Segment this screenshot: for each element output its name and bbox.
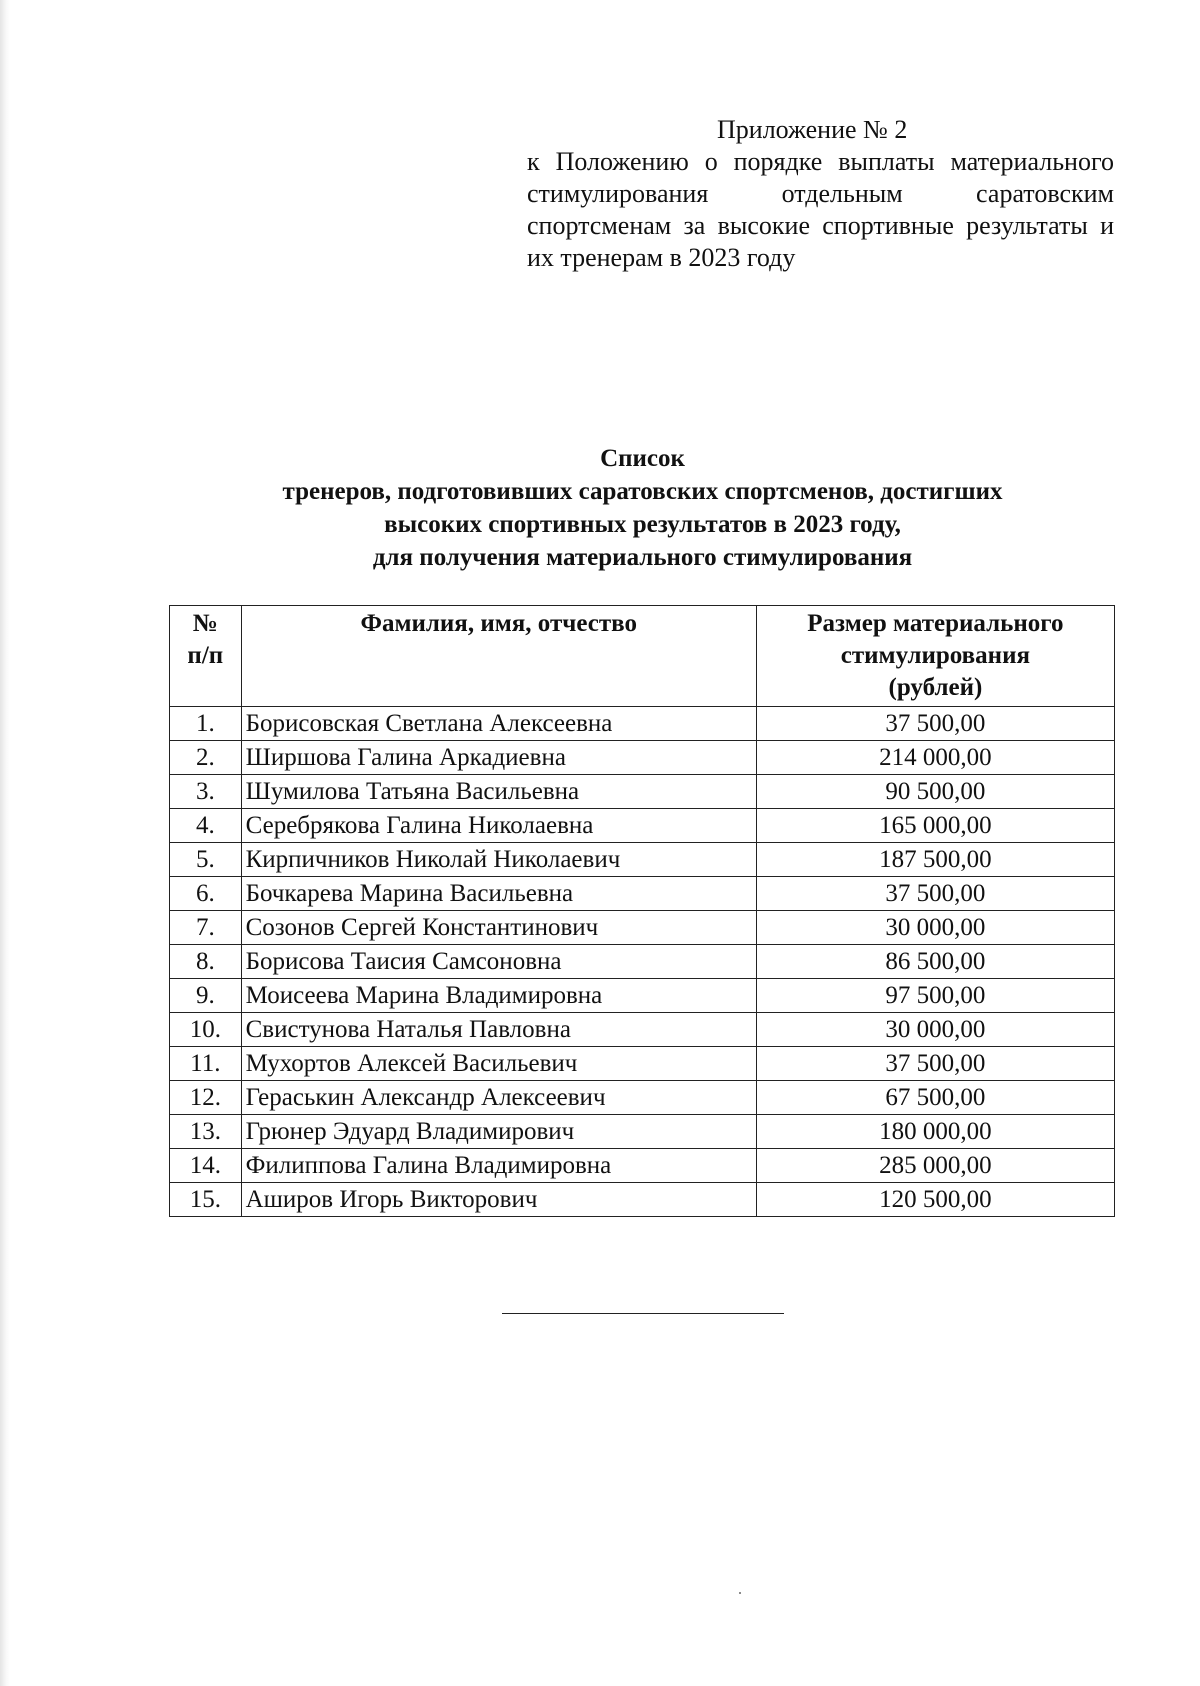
list-heading-line: высоких спортивных результатов в 2023 году, <box>384 511 901 538</box>
row-amount: 30 000,00 <box>756 911 1114 945</box>
table-header <box>170 606 1115 707</box>
row-number: 11. <box>170 1047 242 1081</box>
row-number: 6. <box>170 877 242 911</box>
table-row <box>170 1183 1115 1217</box>
row-amount: 285 000,00 <box>756 1149 1114 1183</box>
row-amount: 187 500,00 <box>756 843 1114 877</box>
row-amount: 165 000,00 <box>756 809 1114 843</box>
row-name: Кирпичников Николай Николаевич <box>241 843 756 877</box>
row-number: 4. <box>170 809 242 843</box>
row-amount: 86 500,00 <box>756 945 1114 979</box>
row-amount: 37 500,00 <box>756 877 1114 911</box>
header-number-abbr: п/п <box>187 642 224 669</box>
row-name: Грюнер Эдуард Владимирович <box>241 1115 756 1149</box>
row-amount: 67 500,00 <box>756 1081 1114 1115</box>
header-amount-unit: (рублей) <box>888 674 983 701</box>
table-row <box>170 945 1115 979</box>
header-amount-line: Размер материального <box>807 610 1064 637</box>
table-row <box>170 775 1115 809</box>
row-amount: 214 000,00 <box>756 741 1114 775</box>
row-number: 8. <box>170 945 242 979</box>
table-row <box>170 707 1115 741</box>
row-name: Моисеева Марина Владимировна <box>241 979 756 1013</box>
table-body <box>170 707 1115 1217</box>
table-row <box>170 1081 1115 1115</box>
row-name: Созонов Сергей Константинович <box>241 911 756 945</box>
appendix-title: Приложение № 2 <box>717 115 908 144</box>
header-amount <box>756 606 1114 707</box>
list-heading-line: для получения материального стимулирования <box>372 544 913 571</box>
table-row <box>170 1047 1115 1081</box>
row-number: 12. <box>170 1081 242 1115</box>
table-row <box>170 809 1115 843</box>
row-amount: 180 000,00 <box>756 1115 1114 1149</box>
row-name: Ширшова Галина Аркадиевна <box>241 741 756 775</box>
row-amount: 97 500,00 <box>756 979 1114 1013</box>
row-name: Филиппова Галина Владимировна <box>241 1149 756 1183</box>
row-number: 2. <box>170 741 242 775</box>
row-name: Серебрякова Галина Николаевна <box>241 809 756 843</box>
header-name <box>241 606 756 707</box>
row-name: Свистунова Наталья Павловна <box>241 1013 756 1047</box>
row-name: Шумилова Татьяна Васильевна <box>241 775 756 809</box>
row-number: 13. <box>170 1115 242 1149</box>
scan-edge <box>0 0 10 1686</box>
row-name: Гераськин Александр Алексеевич <box>241 1081 756 1115</box>
row-number: 10. <box>170 1013 242 1047</box>
header-amount-line: стимулирования <box>840 642 1031 669</box>
table-row <box>170 979 1115 1013</box>
table-row <box>170 1013 1115 1047</box>
end-line-divider <box>502 1313 784 1314</box>
row-amount: 30 000,00 <box>756 1013 1114 1047</box>
row-amount: 90 500,00 <box>756 775 1114 809</box>
appendix-text: к Положению о порядке выплаты материального стимулирования отдельным саратовским спортсменам за высокие спортивные результаты и их тренерам в 2023 году <box>527 147 1114 272</box>
row-amount: 37 500,00 <box>756 707 1114 741</box>
table-header-row <box>170 606 1115 707</box>
list-heading-title: Список <box>600 445 685 472</box>
header-number-symbol: № <box>192 610 218 637</box>
row-number: 14. <box>170 1149 242 1183</box>
row-number: 5. <box>170 843 242 877</box>
row-number: 9. <box>170 979 242 1013</box>
row-name: Борисовская Светлана Алексеевна <box>241 707 756 741</box>
row-number: 15. <box>170 1183 242 1217</box>
list-heading-line: тренеров, подготовивших саратовских спортсменов, достигших <box>282 478 1003 505</box>
row-name: Борисова Таисия Самсоновна <box>241 945 756 979</box>
row-name: Бочкарева Марина Васильевна <box>241 877 756 911</box>
row-number: 1. <box>170 707 242 741</box>
header-number <box>170 606 242 707</box>
scan-speck <box>739 1592 741 1594</box>
appendix-block <box>527 114 1114 274</box>
row-number: 3. <box>170 775 242 809</box>
list-heading <box>160 442 1125 574</box>
coaches-table <box>169 605 1115 1217</box>
row-amount: 37 500,00 <box>756 1047 1114 1081</box>
row-number: 7. <box>170 911 242 945</box>
table-row <box>170 877 1115 911</box>
row-amount: 120 500,00 <box>756 1183 1114 1217</box>
table-row <box>170 1149 1115 1183</box>
row-name: Аширов Игорь Викторович <box>241 1183 756 1217</box>
table-row <box>170 843 1115 877</box>
table-row <box>170 1115 1115 1149</box>
table-row <box>170 741 1115 775</box>
header-name-label: Фамилия, имя, отчество <box>360 610 637 637</box>
row-name: Мухортов Алексей Васильевич <box>241 1047 756 1081</box>
table-row <box>170 911 1115 945</box>
